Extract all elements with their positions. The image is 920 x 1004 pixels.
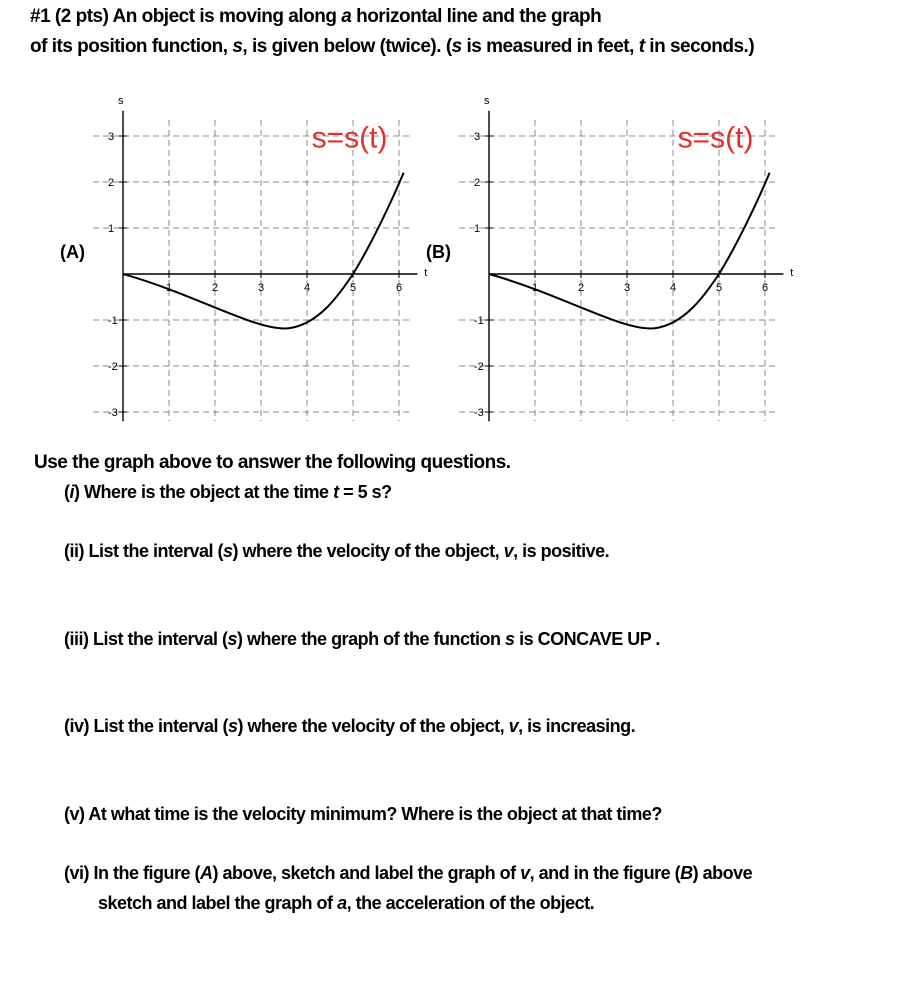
x-tick-label: 5 bbox=[350, 282, 357, 294]
instructions: Use the graph above to answer the following questions. bbox=[34, 452, 511, 473]
question-iv bbox=[64, 716, 635, 737]
title2-s: s bbox=[232, 36, 243, 57]
x-tick-label: 3 bbox=[624, 282, 631, 294]
question-vi-continued bbox=[98, 893, 594, 914]
x-tick-label: 1 bbox=[532, 282, 539, 294]
question-vi bbox=[64, 863, 752, 884]
title-text: #1 (2 pts) An object is moving along bbox=[30, 6, 342, 27]
q6-end: ) above bbox=[692, 863, 753, 883]
title-italic-a: a bbox=[341, 6, 352, 27]
question-i bbox=[64, 482, 392, 503]
q2-end: , is positive. bbox=[513, 541, 610, 561]
q4-v: v bbox=[508, 716, 519, 736]
q6-b: B bbox=[680, 863, 693, 883]
y-tick-label: -2 bbox=[474, 361, 484, 373]
question-ii bbox=[64, 541, 609, 562]
title2-end: in seconds.) bbox=[644, 36, 755, 57]
x-tick-label: 6 bbox=[396, 282, 403, 294]
y-axis-name: s bbox=[118, 95, 124, 107]
x-tick-label: 5 bbox=[716, 282, 723, 294]
q6-mid2: , and in the figure ( bbox=[529, 863, 681, 883]
question-v: (v) At what time is the velocity minimum? Where is the object at that time? bbox=[64, 804, 662, 824]
q3-end: is CONCAVE UP . bbox=[514, 629, 660, 649]
graph-a-label: (A) bbox=[60, 242, 85, 262]
x-tick-label: 2 bbox=[212, 282, 219, 294]
graph-b-label: (B) bbox=[426, 242, 451, 262]
q3-pre: (iii) List the interval ( bbox=[64, 629, 228, 649]
q6b-end: , the acceleration of the object. bbox=[346, 893, 595, 913]
problem-title-line-1 bbox=[30, 6, 601, 28]
y-tick-label: -1 bbox=[474, 315, 484, 327]
problem-title-line-2 bbox=[30, 36, 754, 58]
x-axis-name: t bbox=[424, 267, 428, 279]
position-curve bbox=[489, 173, 770, 329]
q6-v: v bbox=[520, 863, 530, 883]
q1-end: = 5 s? bbox=[338, 482, 392, 502]
q1-t: t bbox=[333, 482, 339, 502]
x-axis-name: t bbox=[790, 267, 794, 279]
y-tick-label: -2 bbox=[108, 361, 118, 373]
y-tick-label: 3 bbox=[108, 131, 115, 143]
q6-mid: ) above, sketch and label the graph of bbox=[212, 863, 521, 883]
title2-s2: s bbox=[451, 36, 462, 57]
q4-pre: (iv) List the interval ( bbox=[64, 716, 229, 736]
y-tick-label: 2 bbox=[108, 177, 115, 189]
y-tick-label: 1 bbox=[474, 223, 481, 235]
graph-b bbox=[454, 92, 794, 432]
graph-b-svg bbox=[454, 92, 794, 432]
q6b-a: a bbox=[337, 893, 347, 913]
x-tick-label: 4 bbox=[304, 282, 311, 294]
q3-post: ) where the graph of the function bbox=[237, 629, 506, 649]
q2-pre: (ii) List the interval ( bbox=[64, 541, 224, 561]
q3-s2: s bbox=[505, 629, 515, 649]
q2-post: ) where the velocity of the object, bbox=[232, 541, 504, 561]
q4-s: s bbox=[228, 716, 238, 736]
q6-pre: (vi) In the figure ( bbox=[64, 863, 200, 883]
graph-a bbox=[88, 92, 428, 432]
q2-s: s bbox=[223, 541, 233, 561]
q1-open: ( bbox=[64, 482, 70, 502]
title2-text: of its position function, bbox=[30, 36, 233, 57]
x-tick-label: 1 bbox=[166, 282, 173, 294]
q1-roman: i bbox=[69, 482, 75, 502]
y-tick-label: 3 bbox=[474, 131, 481, 143]
q4-post: ) where the velocity of the object, bbox=[237, 716, 509, 736]
x-tick-label: 3 bbox=[258, 282, 265, 294]
title2-mid: , is given below (twice). ( bbox=[242, 36, 452, 57]
x-tick-label: 4 bbox=[670, 282, 677, 294]
curve-label: s=s(t) bbox=[311, 121, 388, 155]
curve-label: s=s(t) bbox=[677, 121, 754, 155]
q2-v: v bbox=[503, 541, 514, 561]
q4-end: , is increasing. bbox=[518, 716, 636, 736]
y-tick-label: 2 bbox=[474, 177, 481, 189]
position-curve bbox=[123, 173, 404, 329]
y-tick-label: 1 bbox=[108, 223, 115, 235]
q3-s: s bbox=[227, 629, 238, 649]
title2-mid2: is measured in feet, bbox=[461, 36, 639, 57]
q6-a: A bbox=[200, 863, 213, 883]
title2-t: t bbox=[638, 36, 645, 57]
y-tick-label: -1 bbox=[108, 315, 118, 327]
graph-a-svg bbox=[88, 92, 428, 432]
q1-text: ) Where is the object at the time bbox=[74, 482, 334, 502]
x-tick-label: 6 bbox=[762, 282, 769, 294]
x-tick-label: 2 bbox=[578, 282, 585, 294]
q6b-pre: sketch and label the graph of bbox=[98, 893, 338, 913]
y-tick-label: -3 bbox=[108, 407, 118, 419]
y-tick-label: -3 bbox=[474, 407, 484, 419]
y-axis-name: s bbox=[484, 95, 490, 107]
title-text-rest: horizontal line and the graph bbox=[351, 6, 602, 27]
question-iii bbox=[64, 629, 660, 650]
